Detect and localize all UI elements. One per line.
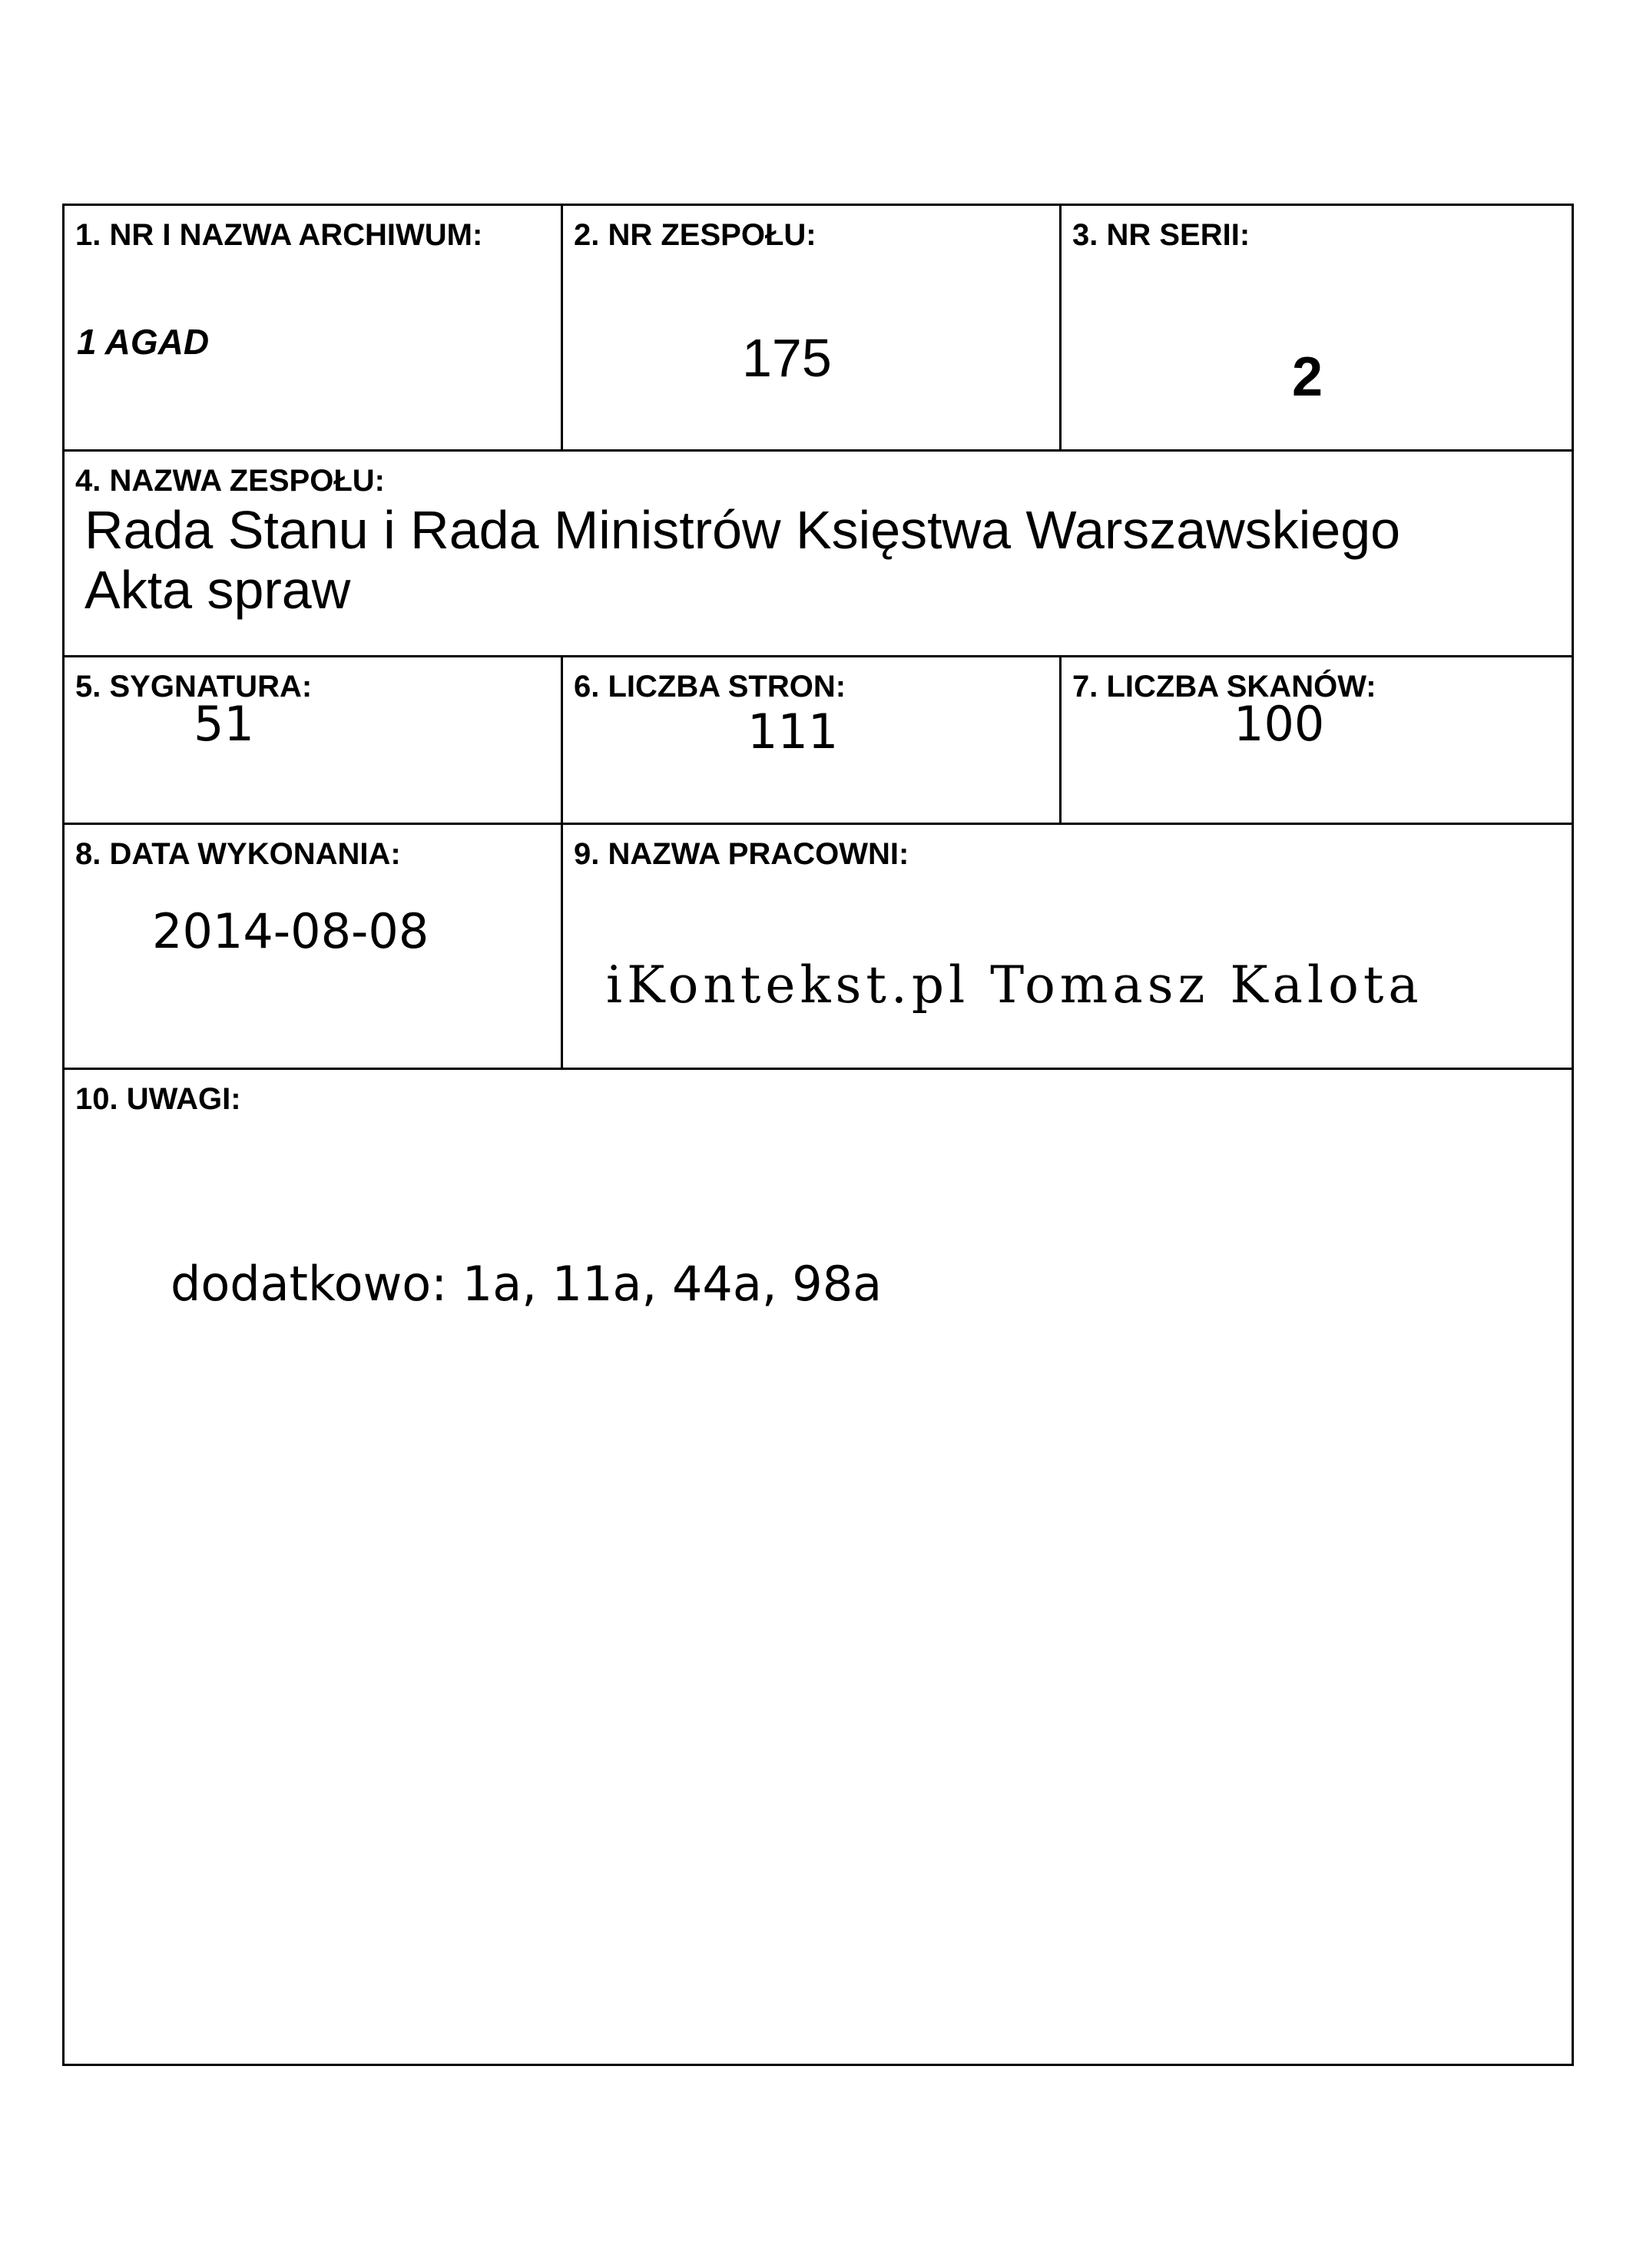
page-count-label: 6. LICZBA STRON: [574, 670, 846, 704]
fond-number-cell [563, 206, 1059, 449]
fond-name-line-1: Rada Stanu i Rada Ministrów Księstwa Warszawskiego [84, 500, 1401, 560]
page-count-cell [563, 657, 1059, 823]
series-number-label: 3. NR SERII: [1072, 218, 1250, 252]
fond-number-label: 2. NR ZESPOŁU: [574, 218, 816, 252]
signature-cell [65, 657, 561, 823]
studio-label: 9. NAZWA PRACOWNI: [574, 837, 909, 871]
studio-cell [563, 825, 1572, 1068]
signature-value: 51 [194, 696, 254, 752]
fond-name-cell [65, 452, 1572, 655]
scan-count-label: 7. LICZBA SKANÓW: [1072, 670, 1376, 704]
scan-count-value: 100 [1234, 696, 1325, 752]
archive-value: 1 AGAD [77, 322, 210, 362]
series-number-value: 2 [1292, 346, 1323, 408]
series-number-cell [1062, 206, 1574, 449]
notes-value: dodatkowo: 1a, 11a, 44a, 98a [171, 1256, 883, 1312]
studio-value: iKontekst.pl Tomasz Kalota [606, 955, 1423, 1015]
fond-name-label: 4. NAZWA ZESPOŁU: [75, 464, 385, 498]
notes-cell [65, 1070, 1572, 2064]
fond-number-value: 175 [742, 328, 832, 388]
page-count-value: 111 [747, 704, 839, 760]
scan-count-cell [1062, 657, 1574, 823]
archive-label: 1. NR I NAZWA ARCHIWUM: [75, 218, 483, 252]
fond-name-line-2: Akta spraw [84, 560, 351, 620]
archive-cell [65, 206, 561, 449]
archival-metadata-form [62, 204, 1574, 2066]
signature-label: 5. SYGNATURA: [75, 670, 313, 704]
notes-label: 10. UWAGI: [75, 1082, 241, 1116]
date-value: 2014-08-08 [152, 903, 429, 959]
date-label: 8. DATA WYKONANIA: [75, 837, 401, 871]
date-cell [65, 825, 561, 1068]
